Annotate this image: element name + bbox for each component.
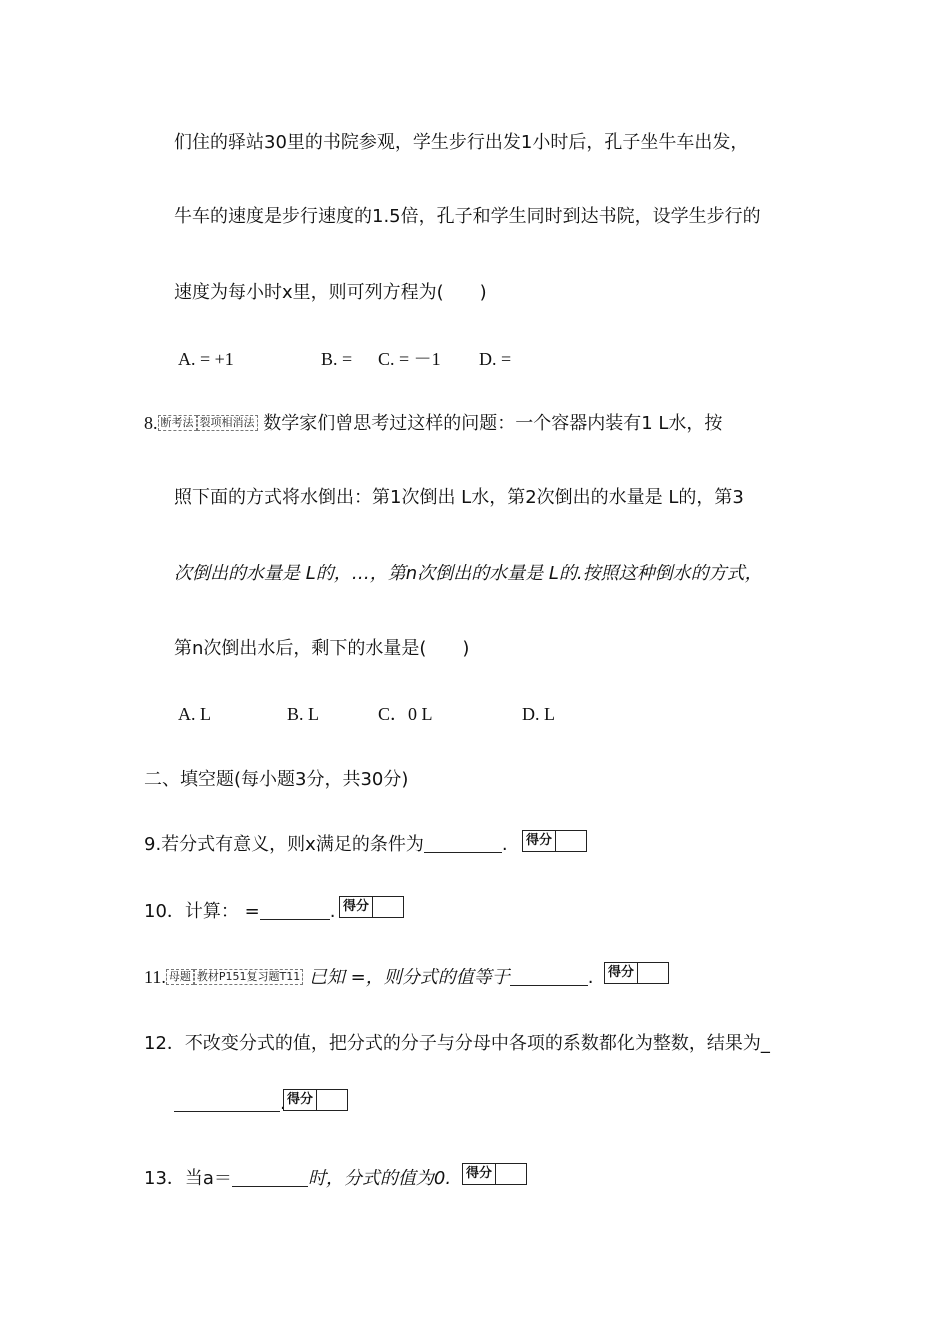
score-label: 得分 <box>605 963 638 983</box>
q12-line-1: 12．不改变分式的值，把分式的分子与分母中各项的系数都化为整数，结果为_ <box>144 1033 770 1054</box>
q12-line-2 <box>174 1092 286 1116</box>
score-label: 得分 <box>523 831 556 851</box>
q7-line-2: 牛车的速度是步行速度的1.5倍，孔子和学生同时到达书院，设学生步行的 <box>174 206 761 227</box>
q13-pre: 13．当a＝ <box>144 1168 232 1189</box>
score-field[interactable] <box>556 831 586 851</box>
q8-line-3: 次倒出的水量是 L的，…，第n次倒出的水量是 L的.按照这种倒水的方式， <box>174 563 763 584</box>
q11-score-box[interactable] <box>604 962 669 984</box>
q7-option-c: C. = －1 <box>378 349 441 369</box>
q8-line-2: 照下面的方式将水倒出：第1次倒出 L水，第2次倒出的水量是 L的，第3 <box>174 487 744 508</box>
score-field[interactable] <box>638 963 668 983</box>
q11-text: 已知 =，则分式的值等于 <box>308 967 510 988</box>
q8-option-a: A. L <box>178 704 211 724</box>
q8-tag-technique: 裂项相消法 <box>197 415 258 431</box>
q9-score-box[interactable] <box>522 830 587 852</box>
q10 <box>144 900 335 924</box>
q10-score-box[interactable] <box>339 896 404 918</box>
q9 <box>144 833 508 857</box>
q8-option-b: B. L <box>287 704 320 724</box>
score-field[interactable] <box>317 1090 347 1110</box>
q10-end: . <box>329 901 336 922</box>
q7-option-d: D. = <box>479 349 512 369</box>
q7-line-3: 速度为每小时x里，则可列方程为( ) <box>174 282 487 303</box>
q10-text: 10．计算： = <box>144 901 260 922</box>
q8-tag-method: 断考法 <box>158 415 197 431</box>
q9-answer-blank[interactable] <box>424 834 502 853</box>
section-2-heading: 二、填空题(每小题3分，共30分) <box>144 769 409 790</box>
q9-text: 9.若分式有意义，则x满足的条件为 <box>144 834 424 855</box>
q13-post: 时，分式的值为0. <box>307 1168 452 1189</box>
q8-line-1 <box>144 411 722 436</box>
score-label: 得分 <box>463 1164 496 1184</box>
q8-option-c: C．0 L <box>378 704 433 724</box>
q11-tag-textbook: 教材P151复习题T11 <box>194 969 303 985</box>
q13-answer-blank[interactable] <box>232 1168 308 1187</box>
q8-option-d: D. L <box>522 704 555 724</box>
q7-option-b: B. = <box>321 349 353 369</box>
q7-option-a: A. = +1 <box>178 349 234 369</box>
q12-end: . <box>280 1093 286 1114</box>
q8-number: 8. <box>144 413 158 433</box>
q11-number: 11. <box>144 967 166 987</box>
q11-answer-blank[interactable] <box>510 967 588 986</box>
q11 <box>144 965 593 990</box>
q11-tag-mother: 母题 <box>166 969 194 985</box>
q7-line-1: 们住的驿站30里的书院参观，学生步行出发1小时后，孔子坐牛车出发， <box>174 132 749 153</box>
score-label: 得分 <box>284 1090 317 1110</box>
q13-score-box[interactable] <box>462 1163 527 1185</box>
q8-line-4: 第n次倒出水后，剩下的水量是( ) <box>174 638 470 659</box>
score-field[interactable] <box>496 1164 526 1184</box>
score-label: 得分 <box>340 897 373 917</box>
q12-answer-blank[interactable] <box>174 1093 280 1112</box>
q8-text-1: 数学家们曾思考过这样的问题：一个容器内装有1 L水，按 <box>263 413 723 434</box>
q13 <box>144 1167 451 1191</box>
score-field[interactable] <box>373 897 403 917</box>
q12-score-box[interactable] <box>283 1089 348 1111</box>
q10-answer-blank[interactable] <box>260 901 330 920</box>
q11-end: . <box>587 967 594 988</box>
q9-end: . <box>501 834 508 855</box>
